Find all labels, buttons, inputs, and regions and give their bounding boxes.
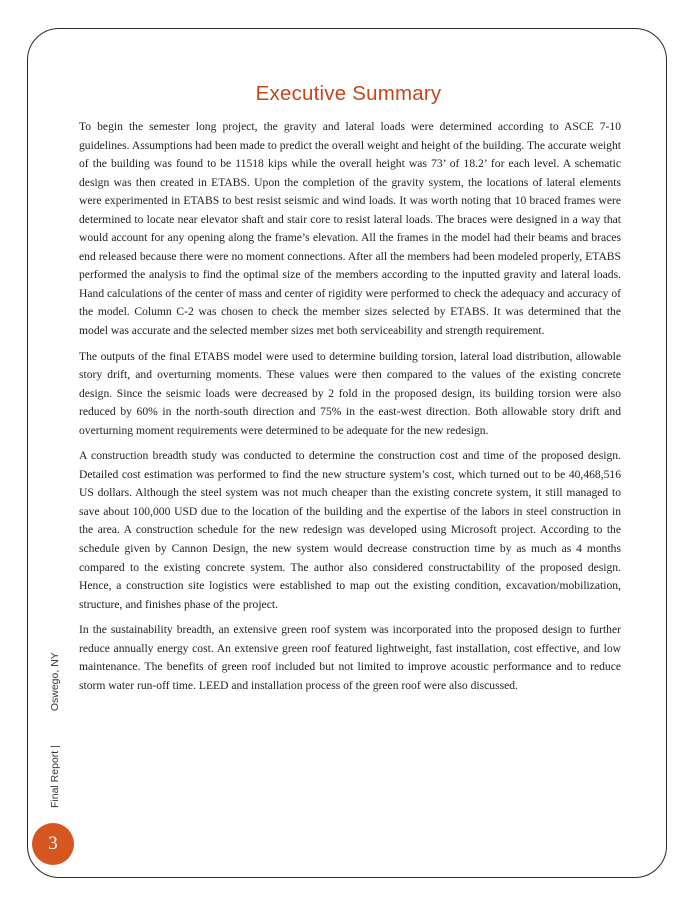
page-title: Executive Summary — [255, 82, 442, 105]
page-number-badge — [32, 823, 74, 865]
page-number: 3 — [48, 833, 58, 854]
paragraph-1: To begin the semester long project, the gravity and lateral loads were determined according to ASCE 7-10 guidelines. Assumptions had been made to predict the overall weight and height of the building. The accurate weight of the building was found to be 11518 kips while the overall height was 73’ of 18.2’ for each level. A schematic design was then created in ETABS. Upon the completion of the gravity system, the locations of lateral elements were experimented in ETABS to best resist seismic and wind loads. It was worth noting that 10 braced frames were determined to locate near elevator shaft and stair core to resist lateral loads. The braces were designed in a way that would account for any opening along the frame’s elevation. All the frames in the model had their beams and braces end released because there were no moment connections. After all the members had been modeled properly, ETABS performed the analysis to find the optimal size of the members according to the inputted gravity and lateral loads. Hand calculations of the center of mass and center of rigidity were performed to check the adequacy and accuracy of the model. Column C-2 was chosen to check the member sizes selected by ETABS. It was determined that the model was accurate and the selected member sizes met both serviceability and strength requirement. — [79, 120, 621, 338]
paragraph-3: A construction breadth study was conducted to determine the construction cost and time of the proposed design. Detailed cost estimation was performed to find the new structure system’s cost, which turned out to be 40,468,516 US dollars. Although the steel system was not much cheaper than the existing concrete system, it still managed to save about 100,000 USD due to the location of the building and the expertise of the labors in steel construction in the area. A construction schedule for the new redesign was developed using Microsoft project. According to the schedule given by Cannon Design, the new system would decrease construction time by as much as 4 months compared to the existing concrete system. The author also considered constructability of the proposed design. Hence, a construction site logistics were established to map out the existing condition, excavation/mobilization, structure, and finishes phase of the project. — [79, 449, 621, 611]
side-running-header — [49, 652, 61, 808]
report-label: Final Report | — [49, 745, 61, 808]
paragraph-2: The outputs of the final ETABS model were used to determine building torsion, lateral load distribution, allowable story drift, and overturning moments. These values were then compared to the values of the existing concrete design. Since the seismic loads were decreased by 2 fold in the proposed design, its building torsion were also reduced by 60% in the north-south direction and 75% in the east-west direction. Both allowable story drift and overturning moment requirements were determined to be adequate for the new redesign. — [79, 349, 621, 437]
location-label: Oswego, NY — [49, 652, 61, 712]
paragraph-4: In the sustainability breadth, an extensive green roof system was incorporated into the proposed design to further reduce annually energy cost. An extensive green roof featured lightweight, fast installation, cost effective, and low maintenance. The benefits of green roof included but not limited to improve acoustic performance and to reduce storm water run-off time. LEED and installation process of the green roof were also discussed. — [79, 623, 621, 692]
document-body — [79, 118, 621, 702]
